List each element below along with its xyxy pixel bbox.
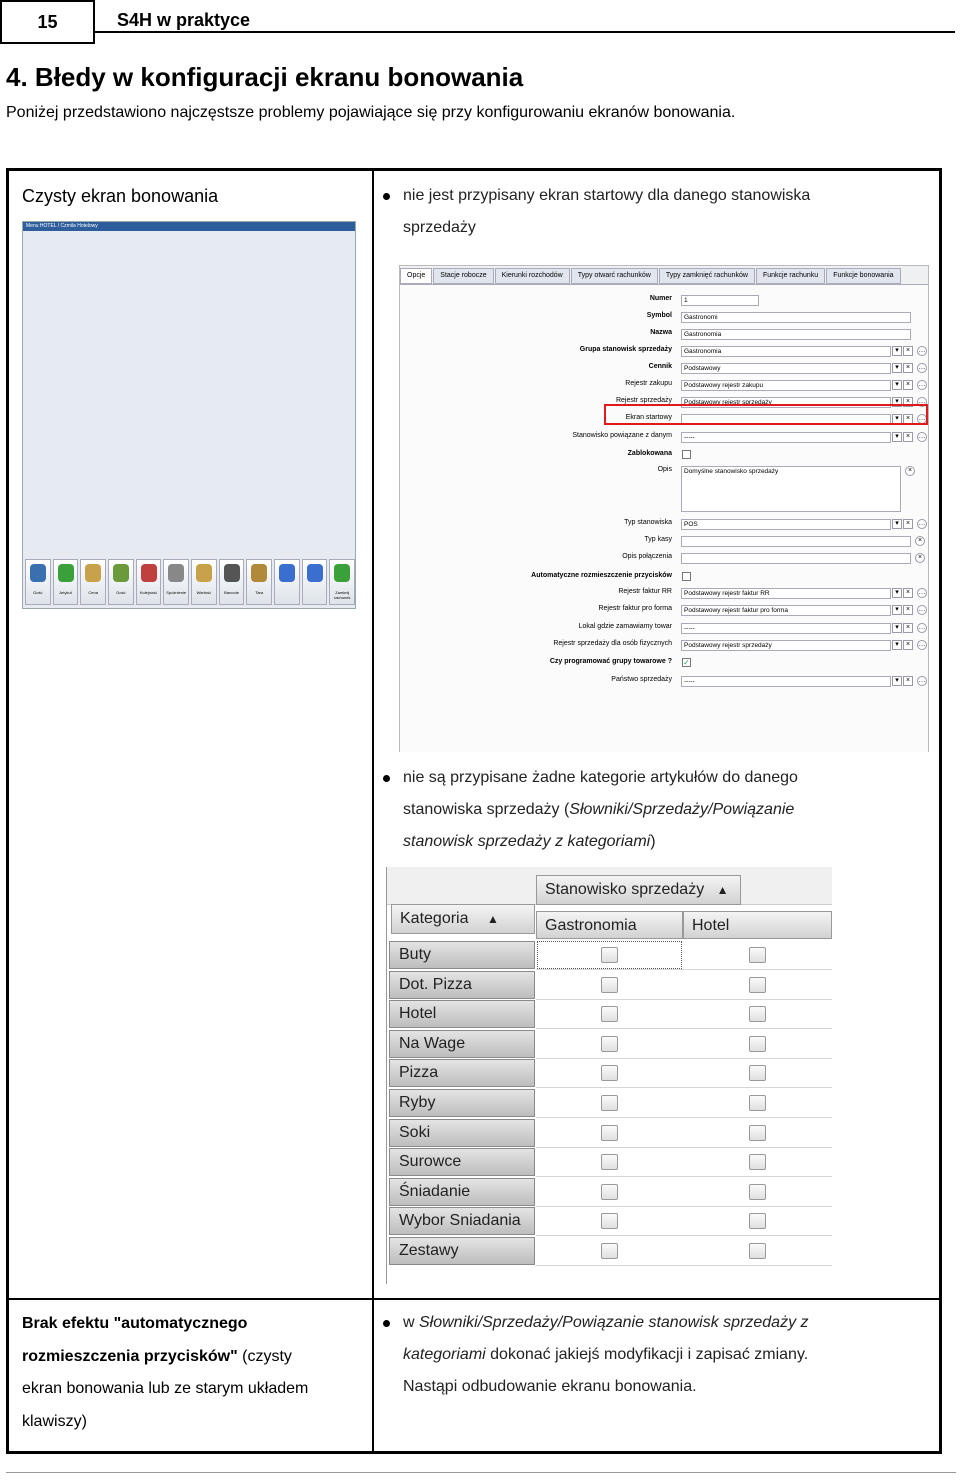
config-field-label: Stanowisko powiązane z danym xyxy=(572,432,672,439)
page-number-box xyxy=(0,0,95,44)
config-field-label: Symbol xyxy=(646,312,672,319)
pos-function-button[interactable]: Barcode xyxy=(219,559,245,605)
menu-path: Słowniki/Sprzedaży/Powiązanie xyxy=(569,801,795,818)
clear-icon[interactable]: × xyxy=(903,363,913,373)
grid-row-divider xyxy=(536,1087,832,1088)
bullet-text: Nastąpi odbudowanie ekranu bonowania. xyxy=(403,1378,697,1395)
browse-icon[interactable]: … xyxy=(918,641,926,648)
config-checkbox[interactable] xyxy=(682,450,691,459)
clear-icon[interactable]: × xyxy=(903,519,913,529)
config-field-input[interactable]: Gastronomia xyxy=(681,346,891,357)
assignment-checkbox[interactable] xyxy=(601,1065,618,1081)
category-row-header[interactable]: Soki xyxy=(389,1119,535,1147)
intro-paragraph: Poniżej przedstawiono najczęstsze problemy pojawiające się przy konfigurowaniu ekranów bonowania. xyxy=(6,104,736,121)
assignment-checkbox[interactable] xyxy=(601,1006,618,1022)
column-header-hotel[interactable]: Hotel xyxy=(683,911,832,939)
clear-icon[interactable]: × xyxy=(915,553,925,563)
clear-icon[interactable]: × xyxy=(903,414,913,424)
category-row-header[interactable]: Hotel xyxy=(389,1000,535,1028)
pos-function-button[interactable]: Spóźnienie xyxy=(163,559,189,605)
assignment-checkbox[interactable] xyxy=(749,1213,766,1229)
pos-function-button[interactable]: Zamknij rachunek xyxy=(329,559,355,605)
grid-row-divider xyxy=(536,1176,832,1177)
dropdown-arrow-icon[interactable]: ▾ xyxy=(892,363,902,373)
assignment-checkbox[interactable] xyxy=(749,977,766,993)
pos-screen-screenshot xyxy=(22,221,356,609)
grid-row-divider xyxy=(536,1058,832,1059)
dropdown-arrow-icon[interactable]: ▾ xyxy=(892,519,902,529)
assignment-checkbox[interactable] xyxy=(601,1036,618,1052)
config-field-input[interactable]: Podstawowy xyxy=(681,363,891,374)
bullet-dot xyxy=(383,1320,390,1327)
pos-button-icon xyxy=(334,564,350,582)
menu-path: kategoriami xyxy=(403,1346,486,1363)
pos-button-icon xyxy=(113,564,129,582)
config-field-input[interactable]: Podstawowy rejestr zakupu xyxy=(681,380,891,391)
assignment-checkbox[interactable] xyxy=(749,947,766,963)
browse-icon[interactable]: … xyxy=(918,589,926,596)
clear-icon[interactable]: × xyxy=(915,536,925,546)
browse-icon[interactable]: … xyxy=(918,364,926,371)
pos-function-button[interactable] xyxy=(302,559,328,605)
assignment-checkbox[interactable] xyxy=(749,1095,766,1111)
grid-row-divider xyxy=(536,1117,832,1118)
clear-icon[interactable]: × xyxy=(903,346,913,356)
issue-title-line: rozmieszczenia przycisków" xyxy=(22,1347,238,1365)
browse-icon[interactable]: … xyxy=(918,433,926,440)
config-tab[interactable]: Funkcje bonowania xyxy=(826,268,900,284)
pos-button-icon xyxy=(307,564,323,582)
config-field-label: Ekran startowy xyxy=(625,414,672,421)
browse-icon[interactable]: … xyxy=(918,624,926,631)
bullet-text: nie jest przypisany ekran startowy dla danego stanowiska xyxy=(403,187,811,204)
dropdown-arrow-icon[interactable]: ▾ xyxy=(892,676,902,686)
config-field-label: Zablokowana xyxy=(627,450,672,457)
config-field-label: Rejestr sprzedaży xyxy=(615,397,672,404)
table-row-divider xyxy=(9,1298,939,1300)
pos-button-icon xyxy=(141,564,157,582)
clear-icon[interactable]: × xyxy=(903,432,913,442)
clear-icon[interactable]: × xyxy=(903,623,913,633)
config-field-label: Cennik xyxy=(648,363,672,370)
assignment-checkbox[interactable] xyxy=(749,1125,766,1141)
bullet-text: nie są przypisane żadne kategorie artykułów do danego xyxy=(403,769,798,786)
page-number: 15 xyxy=(37,11,58,32)
group-header-station[interactable]: Stanowisko sprzedaży ▲ xyxy=(536,875,741,905)
issue-text: ekran bonowania lub ze starym układem xyxy=(22,1380,309,1397)
config-field-label: Lokal gdzie zamawiamy towar xyxy=(578,623,672,630)
grid-row-divider xyxy=(536,1265,832,1266)
pos-button-row xyxy=(25,559,355,605)
issue-text: klawiszy) xyxy=(22,1412,87,1430)
pos-function-button[interactable] xyxy=(274,559,300,605)
browse-icon[interactable]: … xyxy=(918,398,926,405)
dropdown-arrow-icon[interactable]: ▾ xyxy=(892,397,902,407)
browse-icon[interactable]: … xyxy=(918,381,926,388)
config-checkbox[interactable]: ✓ xyxy=(683,658,690,667)
clear-icon[interactable]: × xyxy=(903,397,913,407)
category-row-header[interactable]: Zestawy xyxy=(389,1237,535,1265)
dropdown-arrow-icon[interactable]: ▾ xyxy=(892,640,902,650)
column-header-gastronomia[interactable]: Gastronomia xyxy=(536,911,683,939)
config-field-input[interactable]: Gastronomia xyxy=(681,329,911,340)
config-tabs xyxy=(400,268,902,284)
pos-function-button[interactable]: Tara xyxy=(246,559,272,605)
grid-row-divider xyxy=(536,969,832,970)
config-field-input[interactable]: ----- xyxy=(681,623,891,634)
column-header-category[interactable]: Kategoria ▲ xyxy=(391,904,535,934)
config-field-input[interactable]: ----- xyxy=(681,432,891,443)
pos-function-button[interactable]: Gość xyxy=(25,559,51,605)
grid-row-divider xyxy=(536,1028,832,1029)
dropdown-arrow-icon[interactable]: ▾ xyxy=(892,346,902,356)
assignment-checkbox[interactable] xyxy=(749,1006,766,1022)
clear-icon[interactable]: × xyxy=(903,588,913,598)
dropdown-arrow-icon[interactable]: ▾ xyxy=(892,588,902,598)
pos-function-button[interactable]: Artykuł xyxy=(53,559,79,605)
issue-description xyxy=(22,1308,362,1438)
pos-button-icon xyxy=(224,564,240,582)
category-row-header[interactable]: Dot. Pizza xyxy=(389,971,535,999)
bullet-text: stanowiska sprzedaży ( xyxy=(403,801,570,818)
dropdown-arrow-icon[interactable]: ▾ xyxy=(892,380,902,390)
config-field-label: Państwo sprzedaży xyxy=(611,676,672,683)
category-row-header[interactable]: Buty xyxy=(389,941,535,969)
assignment-checkbox[interactable] xyxy=(749,1036,766,1052)
config-field-label: Opis xyxy=(657,466,672,473)
bullet-item xyxy=(403,1307,923,1403)
category-row-header[interactable]: Pizza xyxy=(389,1059,535,1087)
config-checkbox[interactable] xyxy=(682,572,691,581)
config-field-label: Rejestr faktur pro forma xyxy=(598,605,672,612)
browse-icon[interactable]: … xyxy=(918,520,926,527)
config-field-input[interactable] xyxy=(681,553,911,564)
bullet-item xyxy=(403,762,923,858)
browse-icon[interactable]: … xyxy=(918,415,926,422)
pos-button-icon xyxy=(196,564,212,582)
clear-icon[interactable]: × xyxy=(903,640,913,650)
dropdown-arrow-icon[interactable]: ▾ xyxy=(892,432,902,442)
config-field-input[interactable]: Podstawowy rejestr sprzedaży xyxy=(681,640,891,651)
category-row-header[interactable]: Na Wage xyxy=(389,1030,535,1058)
category-assignment-grid xyxy=(386,867,831,1284)
config-tab[interactable]: Stacje robocze xyxy=(433,268,493,284)
pos-button-icon xyxy=(58,564,74,582)
bullet-text: w xyxy=(403,1314,419,1331)
assignment-checkbox[interactable] xyxy=(749,1243,766,1259)
grid-row-divider xyxy=(536,1235,832,1236)
pos-function-button[interactable]: Gość xyxy=(108,559,134,605)
pos-button-icon xyxy=(85,564,101,582)
pos-function-button[interactable]: Kolejność xyxy=(136,559,162,605)
config-tab[interactable]: Typy zamknięć rachunków xyxy=(659,268,755,284)
grid-row-divider xyxy=(536,1147,832,1148)
dropdown-arrow-icon[interactable]: ▾ xyxy=(892,414,902,424)
config-field-label: Automatyczne rozmieszczenie przycisków xyxy=(531,572,672,579)
config-field-label: Typ stanowiska xyxy=(624,519,672,526)
pos-function-button[interactable]: Cena xyxy=(80,559,106,605)
header-rule xyxy=(95,31,955,33)
pos-titlebar: Menu HOTEL / Czmila Hotelowy xyxy=(23,222,355,231)
config-field-label: Rejestr faktur RR xyxy=(618,588,672,595)
pos-function-button[interactable]: Wartość xyxy=(191,559,217,605)
pos-button-icon xyxy=(168,564,184,582)
dropdown-arrow-icon[interactable]: ▾ xyxy=(892,623,902,633)
config-field-label: Nazwa xyxy=(650,329,672,336)
grid-row-divider xyxy=(536,999,832,1000)
category-row-header[interactable]: Ryby xyxy=(389,1089,535,1117)
highlight-start-screen-field xyxy=(604,404,928,425)
config-field-label: Grupa stanowisk sprzedaży xyxy=(579,346,672,353)
clear-icon[interactable]: × xyxy=(903,676,913,686)
clear-icon[interactable]: × xyxy=(903,380,913,390)
issue-text: (czysty xyxy=(237,1347,292,1365)
pos-button-icon xyxy=(30,564,46,582)
footer-rule xyxy=(6,1472,956,1473)
config-field-input[interactable]: 1 xyxy=(681,295,759,306)
config-field-input[interactable]: Gastronomi xyxy=(681,312,911,323)
config-tab[interactable]: Typy otwarć rachunków xyxy=(571,268,658,284)
assignment-checkbox[interactable] xyxy=(601,1184,618,1200)
assignment-checkbox[interactable] xyxy=(601,977,618,993)
category-row-header[interactable]: Wybor Sniadania xyxy=(389,1207,535,1235)
config-tab[interactable]: Opcje xyxy=(400,268,432,284)
browse-icon[interactable]: … xyxy=(918,347,926,354)
config-tab[interactable]: Funkcje rachunku xyxy=(756,268,825,284)
assignment-checkbox[interactable] xyxy=(601,1125,618,1141)
pos-button-icon xyxy=(279,564,295,582)
assignment-checkbox[interactable] xyxy=(601,1154,618,1170)
issue-title-empty-screen: Czysty ekran bonowania xyxy=(22,186,219,206)
assignment-checkbox[interactable] xyxy=(749,1184,766,1200)
bullet-text: ) xyxy=(650,833,656,850)
category-row-header[interactable]: Śniadanie xyxy=(389,1178,535,1206)
running-header-title: S4H w praktyce xyxy=(117,10,251,30)
config-form xyxy=(400,284,928,752)
browse-icon[interactable]: … xyxy=(918,677,926,684)
focused-cell xyxy=(537,941,682,969)
clear-icon[interactable]: × xyxy=(903,605,913,615)
menu-path: stanowisk sprzedaży z kategoriami xyxy=(403,833,651,850)
table-column-divider xyxy=(372,171,374,1451)
config-field-input[interactable]: Podstawowy rejestr faktur RR xyxy=(681,588,891,599)
config-field-label: Rejestr zakupu xyxy=(625,380,672,387)
config-field-label: Czy programować grupy towarowe ? xyxy=(549,658,672,665)
config-field-label: Numer xyxy=(649,295,672,302)
station-config-screenshot xyxy=(399,265,929,752)
bullet-item xyxy=(403,180,810,244)
config-field-input[interactable]: POS xyxy=(681,519,891,530)
assignment-checkbox[interactable] xyxy=(749,1065,766,1081)
config-tab[interactable]: Kierunki rozchodów xyxy=(495,268,570,284)
config-field-label: Opis połączenia xyxy=(622,553,672,560)
config-field-input[interactable]: Podstawowy rejestr faktur pro forma xyxy=(681,605,891,616)
bullet-dot xyxy=(383,193,390,200)
config-field-input[interactable] xyxy=(681,536,911,547)
pos-button-icon xyxy=(251,564,267,582)
bullet-text: dokonać jakiejś modyfikacji i zapisać zmiany. xyxy=(485,1346,809,1363)
config-field-label: Typ kasy xyxy=(644,536,672,543)
dropdown-arrow-icon[interactable]: ▾ xyxy=(892,605,902,615)
bullet-dot xyxy=(383,775,390,782)
browse-icon[interactable]: … xyxy=(918,606,926,613)
grid-row-divider xyxy=(536,1206,832,1207)
bullet-text: sprzedaży xyxy=(403,219,476,236)
clear-icon[interactable]: × xyxy=(905,466,915,476)
config-field-input[interactable]: Podstawowy rejestr sprzedaży xyxy=(681,397,891,408)
config-field-input[interactable]: ----- xyxy=(681,676,891,687)
assignment-checkbox[interactable] xyxy=(601,1243,618,1259)
assignment-checkbox[interactable] xyxy=(601,1095,618,1111)
category-row-header[interactable]: Surowce xyxy=(389,1148,535,1176)
section-title: 4. Błedy w konfiguracji ekranu bonowania xyxy=(6,62,524,92)
config-field-label: Rejestr sprzedaży dla osób fizycznych xyxy=(553,640,672,647)
menu-path: Słowniki/Sprzedaży/Powiązanie stanowisk sprzedaży z xyxy=(419,1314,809,1331)
config-field-input[interactable]: Domyślne stanowisko sprzedaży xyxy=(681,466,901,512)
assignment-checkbox[interactable] xyxy=(601,1213,618,1229)
assignment-checkbox[interactable] xyxy=(749,1154,766,1170)
issue-title-line: Brak efektu "automatycznego xyxy=(22,1315,248,1332)
